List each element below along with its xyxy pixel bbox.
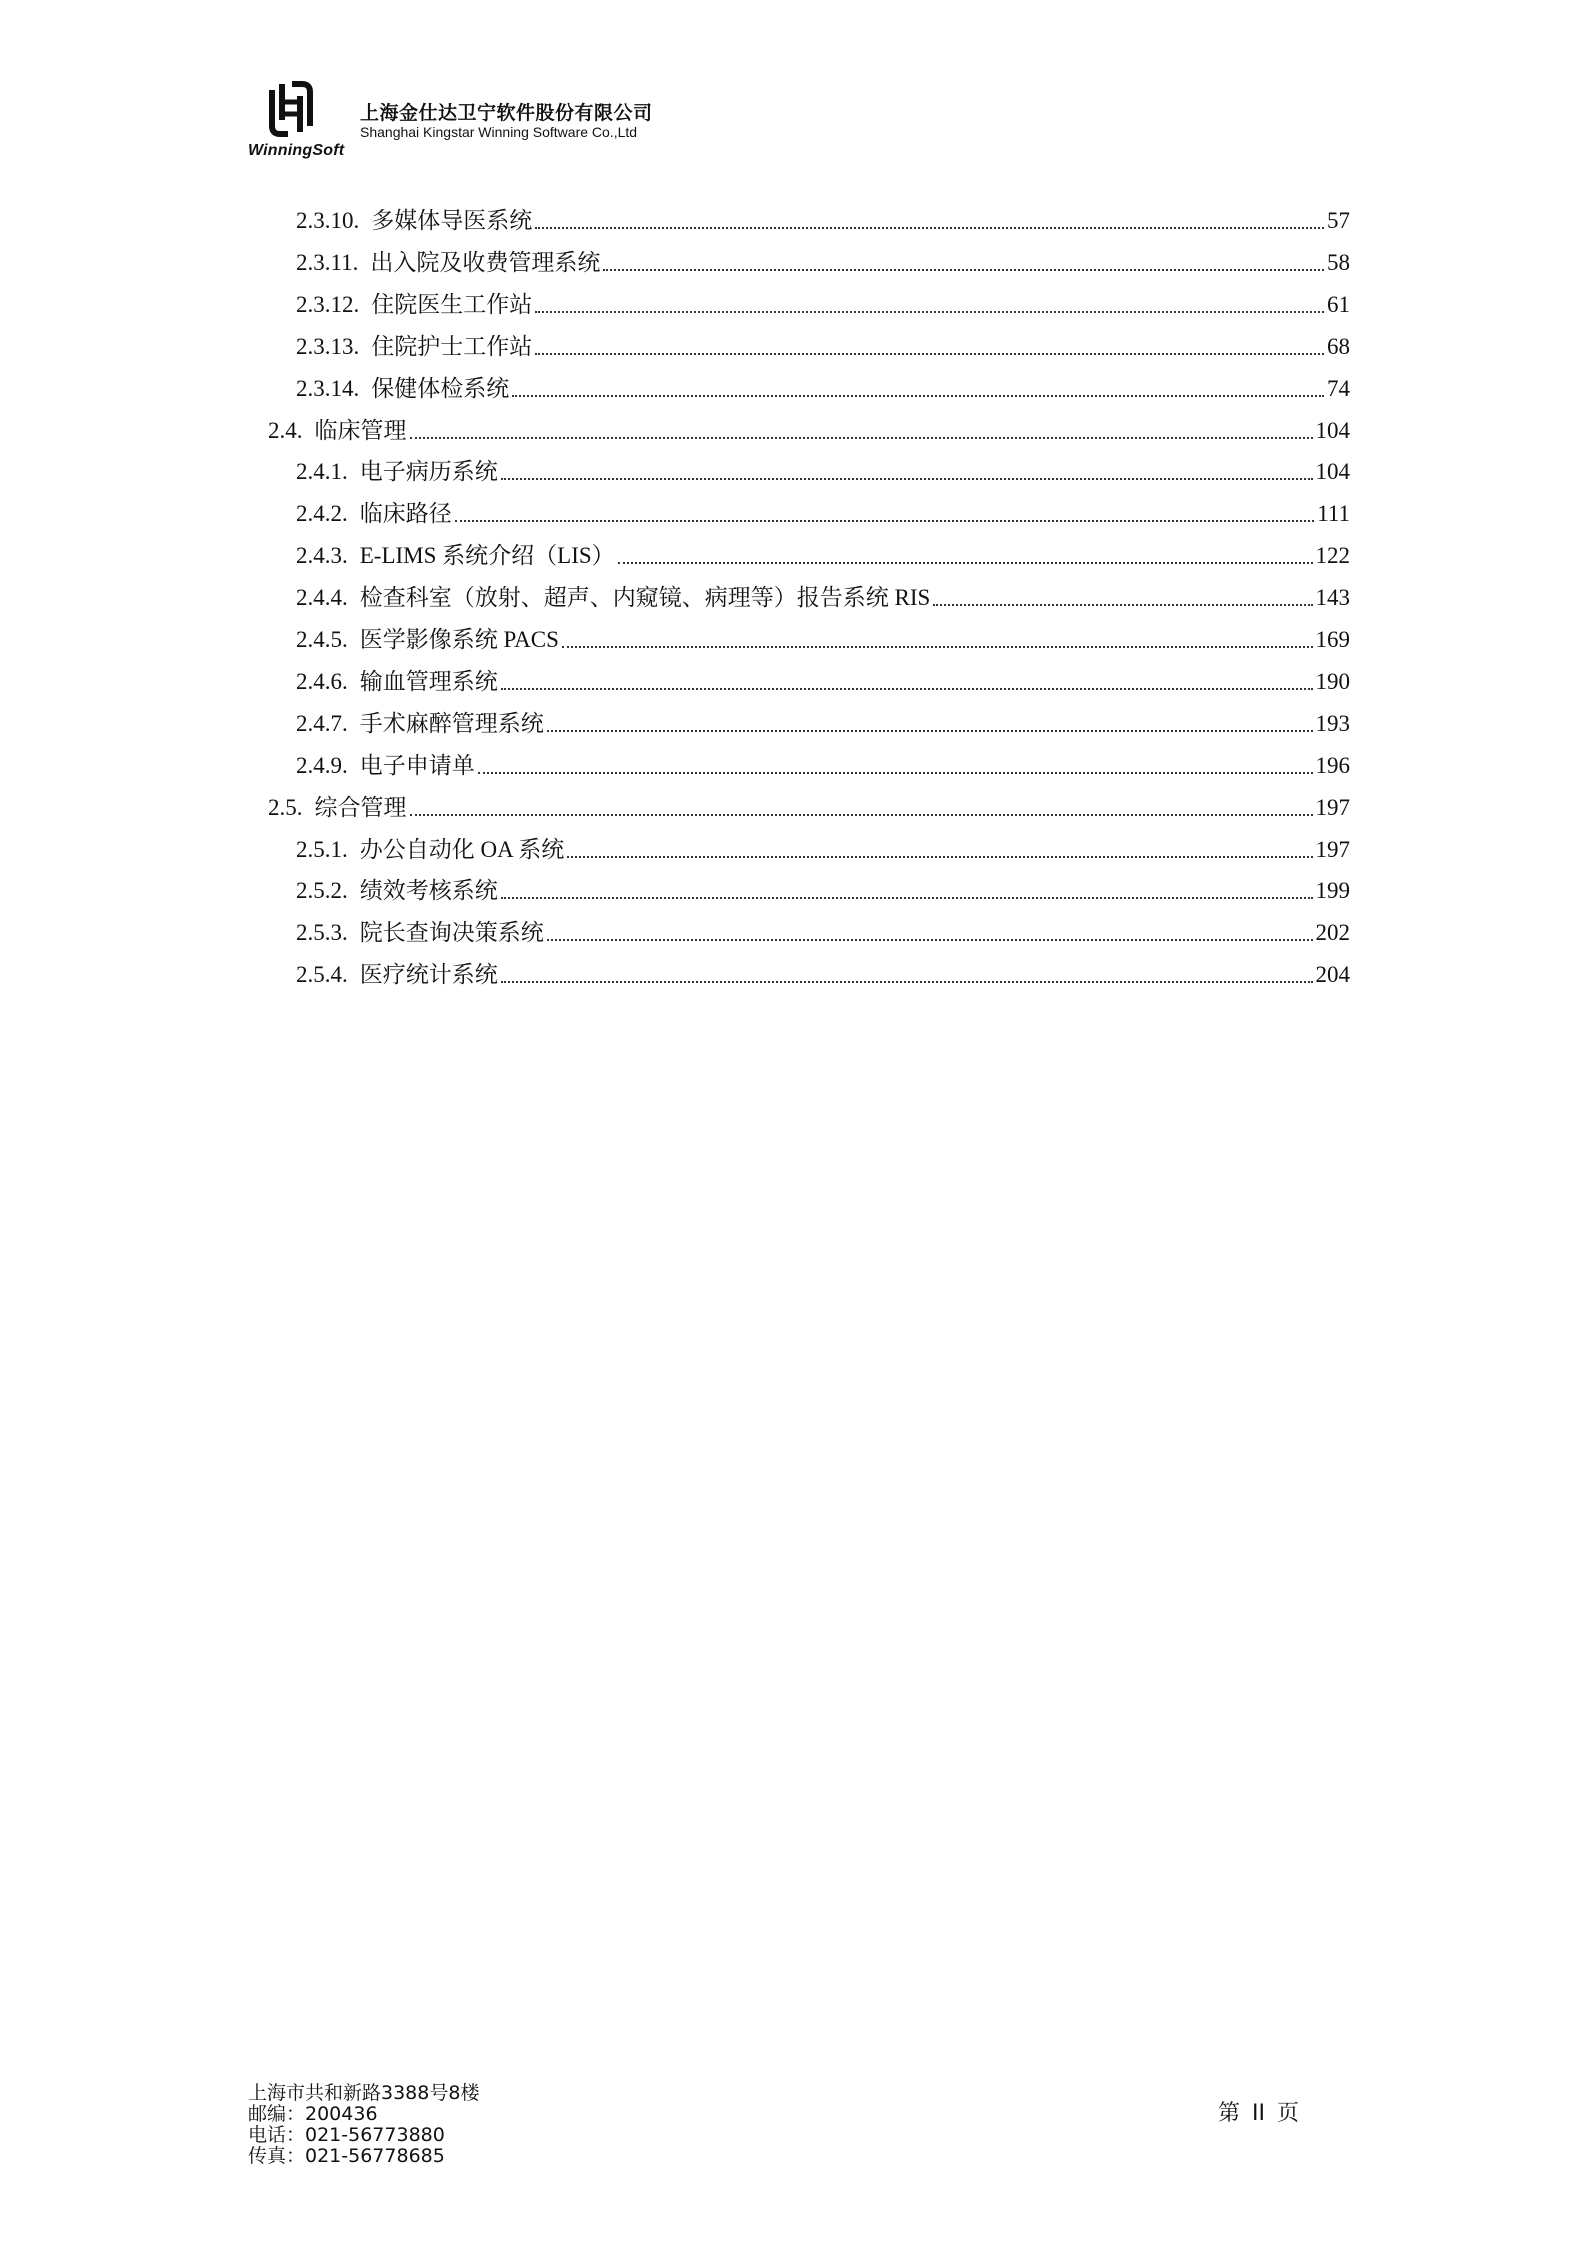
toc-entry-leader [478,771,1313,774]
toc-entry-number: 2.5.1. [296,836,348,862]
toc-entry[interactable] [268,783,1350,823]
toc-entry-page: 74 [1327,375,1350,401]
page-header [248,76,728,166]
toc-entry-number: 2.3.13. [296,333,360,359]
footer-fax: 传真：021-56778685 [248,2145,445,2167]
toc-entry-title: 住院护士工作站 [371,333,533,359]
toc-entry-page: 169 [1315,627,1350,652]
toc-entry-leader [501,477,1313,480]
toc-entry-leader [547,729,1313,732]
toc-entry-title: 检查科室（放射、超声、内窥镜、病理等）报告系统 RIS [359,585,931,611]
toc-entry-number: 2.4.6. [296,668,348,694]
toc-entry-leader [618,561,1313,564]
toc-entry-page: 197 [1315,836,1350,862]
page-prefix: 第 [1218,2101,1241,2126]
toc-entry-number: 2.4.2. [296,501,348,527]
toc-entry-title: 住院医生工作站 [371,291,533,317]
toc-entry-title: 绩效考核系统 [359,878,498,904]
toc-entry-title: 临床管理 [314,417,407,443]
toc-entry-title: 多媒体导医系统 [371,208,533,233]
toc-entry-title: 综合管理 [314,794,407,820]
toc-entry-number: 2.5.4. [296,962,348,988]
toc-entry-number: 2.5.3. [296,920,348,946]
toc-entry-number: 2.4.4. [296,585,348,611]
toc-entry-number: 2.3.11. [296,249,359,275]
toc-entry-leader [535,226,1324,229]
toc-entry-leader [410,813,1313,816]
footer-phone: 电话：021-56773880 [248,2124,445,2146]
toc-entry-number: 2.3.12. [296,291,360,317]
toc-entry-number: 2.5.2. [296,878,348,904]
toc-entry-leader [547,938,1313,941]
toc-entry-page: 61 [1327,291,1350,317]
company-name-cn: 上海金仕达卫宁软件股份有限公司 [360,102,653,124]
toc-entry-leader [501,687,1313,690]
toc-entry-number: 2.4.9. [296,752,348,778]
toc-entry-page: 202 [1315,920,1350,946]
toc-entry-leader [603,268,1324,271]
footer-postcode: 邮编：200436 [248,2103,378,2125]
footer-contact [248,2083,479,2167]
toc-entry-title: 临床路径 [359,501,452,527]
toc-entry-page: 57 [1327,208,1350,233]
toc-entry[interactable] [296,531,1350,571]
toc-entry-title: 电子申请单 [359,752,475,778]
toc-entry-page: 58 [1327,249,1350,275]
page-number [1212,2096,1305,2127]
toc-entry[interactable] [296,280,1350,320]
toc-entry[interactable] [296,447,1350,487]
toc-entry-title: 办公自动化 OA 系统 [359,836,565,862]
toc-entry-title: 出入院及收费管理系统 [370,249,601,275]
toc-entry-page: 68 [1327,333,1350,359]
toc-entry-page: 122 [1315,543,1350,569]
toc-entry-page: 199 [1315,878,1350,904]
toc-entry[interactable] [296,866,1350,906]
toc-entry-page: 204 [1315,962,1350,988]
toc-entry[interactable] [296,699,1350,739]
toc-entry-title: 输血管理系统 [359,668,498,694]
toc-entry[interactable] [296,322,1350,362]
toc-entry-leader [933,603,1312,606]
toc-entry-leader [512,394,1324,397]
logo-text: WinningSoft [248,142,345,159]
toc-entry-page: 143 [1315,585,1350,611]
toc-entry-number: 2.4.3. [296,543,348,569]
toc-entry-leader [501,896,1313,899]
toc-entry[interactable] [296,364,1350,404]
toc-entry-number: 2.3.10. [296,208,360,233]
page-number-value: II [1252,2101,1265,2126]
toc-entry-page: 104 [1315,417,1350,443]
toc-entry-leader [567,855,1312,858]
toc-entry-page: 196 [1315,752,1350,778]
toc-entry[interactable] [268,406,1350,446]
toc-entry-leader [535,310,1324,313]
toc-entry[interactable] [296,657,1350,697]
toc-entry-leader [455,519,1314,522]
toc-entry-page: 190 [1315,668,1350,694]
toc-entry-leader [501,980,1313,983]
winningsoft-logo-icon [260,80,322,138]
toc-entry-number: 2.4.7. [296,710,348,736]
toc-entry[interactable] [296,196,1350,236]
toc-entry[interactable] [296,908,1350,948]
toc-entry-title: 医疗统计系统 [359,962,498,988]
toc-entry-title: 电子病历系统 [359,459,498,485]
toc-entry-page: 104 [1315,459,1350,485]
toc-entry[interactable] [296,825,1350,865]
toc-entry-number: 2.4. [268,417,303,443]
footer-address: 上海市共和新路3388号8楼 [248,2082,480,2104]
toc-entry-title: 手术麻醉管理系统 [359,710,544,736]
toc-entry-title: 院长查询决策系统 [359,920,544,946]
toc-entry-title: 医学影像系统 PACS [359,627,559,652]
toc-entry-number: 2.3.14. [296,375,360,401]
company-name-en: Shanghai Kingstar Winning Software Co.,Ltd [360,124,638,140]
toc-entry-title: E-LIMS 系统介绍（LIS） [359,543,615,569]
toc-entry-leader [562,645,1313,648]
toc-entry-page: 197 [1315,794,1350,820]
toc-entry[interactable] [296,950,1350,990]
toc-entry-number: 2.5. [268,794,303,820]
toc-entry-title: 保健体检系统 [371,375,510,401]
toc-entry-page: 193 [1315,710,1350,736]
toc-entry-number: 2.4.5. [296,627,348,652]
toc-entry[interactable] [296,741,1350,781]
toc-entry[interactable] [296,573,1350,613]
toc-entry-number: 2.4.1. [296,459,348,485]
toc-entry-page: 111 [1317,501,1350,527]
toc-entry[interactable] [296,238,1350,278]
toc-entry-leader [410,436,1313,439]
toc-entry[interactable] [296,489,1350,529]
toc-entry[interactable] [296,615,1350,655]
page-suffix: 页 [1277,2101,1300,2126]
toc-entry-leader [535,352,1324,355]
